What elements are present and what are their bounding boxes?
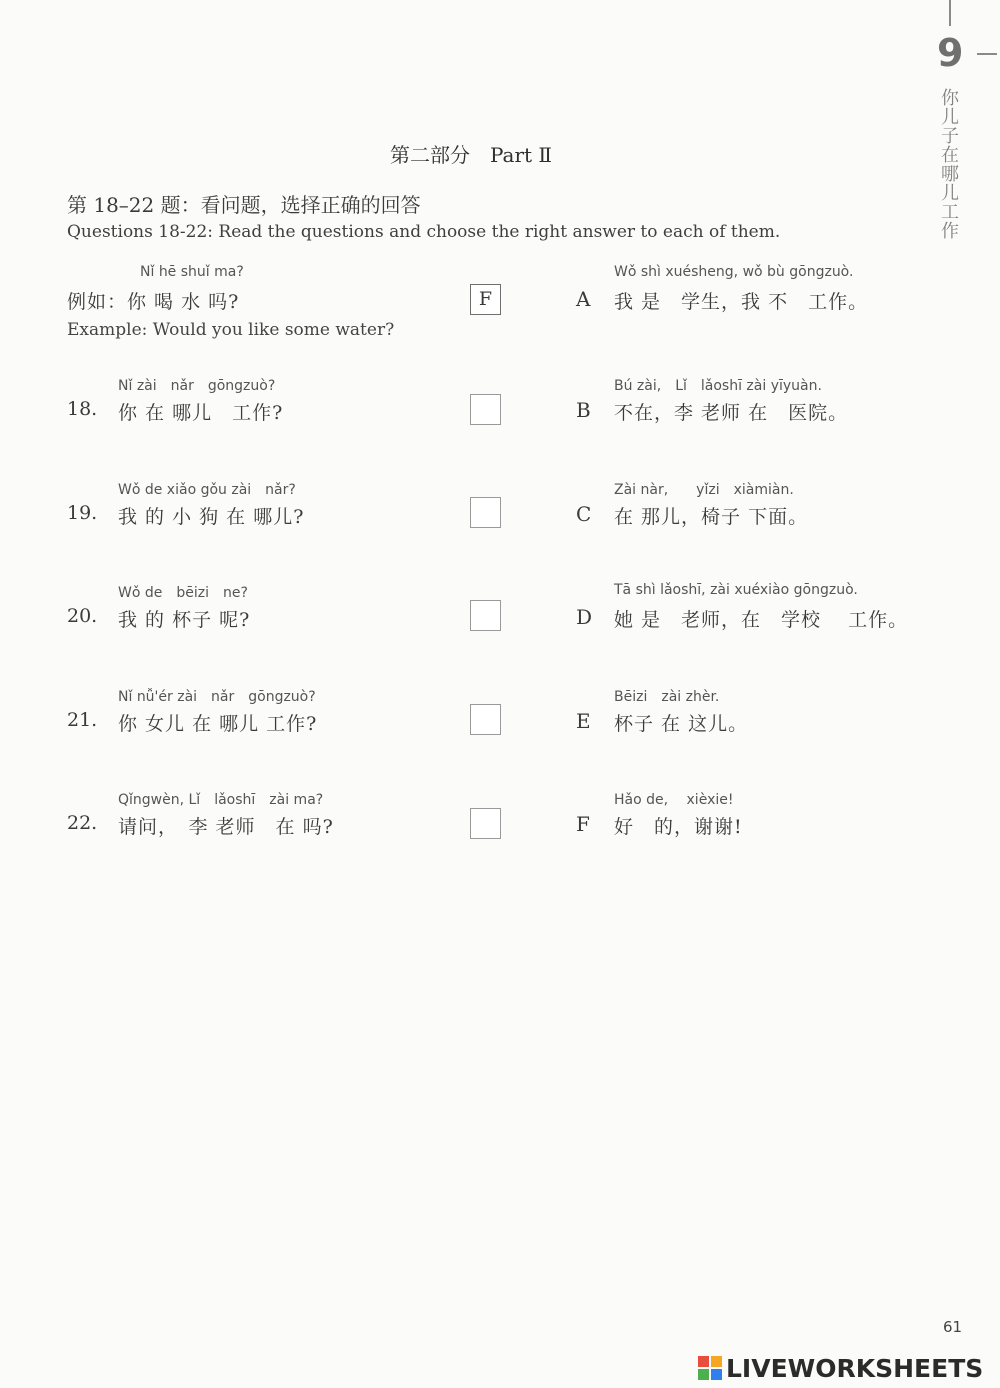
section-instructions: Questions 18-22: Read the questions and choose the right answer to each of them.	[67, 222, 781, 242]
answer-input-19[interactable]	[470, 497, 501, 528]
question-hanzi: 请问， 李 老师 在 吗?	[118, 816, 334, 838]
question-pinyin: Wǒ de xiǎo gǒu zài nǎr?	[118, 482, 296, 498]
logo-square-4	[711, 1369, 722, 1380]
option-hanzi: 在 那儿，椅子 下面。	[614, 506, 809, 528]
question-number: 20.	[67, 605, 98, 627]
logo-square-2	[711, 1356, 722, 1367]
example-english: Example: Would you like some water?	[67, 320, 395, 340]
chapter-number: 9	[937, 31, 964, 75]
option-pinyin: Bēizi zài zhèr.	[614, 689, 720, 705]
answer-input-18[interactable]	[470, 394, 501, 425]
example-answer-box: F	[470, 284, 501, 315]
option-pinyin: Wǒ shì xuésheng, wǒ bù gōngzuò.	[614, 264, 854, 280]
question-pinyin: Nǐ zài nǎr gōngzuò?	[118, 378, 276, 394]
option-hanzi: 我 是 学生，我 不 工作。	[614, 291, 869, 313]
logo-square-3	[698, 1369, 709, 1380]
option-pinyin: Bú zài, Lǐ lǎoshī zài yīyuàn.	[614, 378, 822, 394]
option-letter: F	[576, 812, 590, 836]
side-tab-top-line	[949, 0, 951, 26]
question-number: 18.	[67, 398, 98, 420]
chapter-title: 你儿子在哪儿工作	[941, 88, 959, 242]
question-hanzi: 我 的 杯子 呢?	[118, 609, 251, 631]
option-pinyin: Tā shì lǎoshī, zài xuéxiào gōngzuò.	[614, 582, 858, 598]
page-number: 61	[943, 1318, 963, 1336]
answer-input-21[interactable]	[470, 704, 501, 735]
option-letter: E	[576, 709, 591, 733]
side-tab-dash	[977, 53, 997, 55]
example-pinyin: Nǐ hē shuǐ ma?	[140, 264, 244, 280]
question-number: 19.	[67, 502, 98, 524]
option-hanzi: 杯子 在 这儿。	[614, 713, 749, 735]
question-hanzi: 我 的 小 狗 在 哪儿?	[118, 506, 305, 528]
question-hanzi: 你 在 哪儿 工作?	[118, 402, 284, 424]
part-title: 第二部分 Part Ⅱ	[390, 143, 553, 167]
question-hanzi: 你 女儿 在 哪儿 工作?	[118, 713, 318, 735]
option-letter: C	[576, 502, 592, 526]
option-hanzi: 她 是 老师，在 学校 工作。	[614, 609, 909, 631]
option-pinyin: Zài nàr, yǐzi xiàmiàn.	[614, 482, 794, 498]
option-letter: B	[576, 398, 591, 422]
section-heading: 第 18–22 题：看问题，选择正确的回答	[67, 193, 421, 217]
option-hanzi: 好 的，谢谢!	[614, 816, 743, 838]
option-hanzi: 不在，李 老师 在 医院。	[614, 402, 849, 424]
option-pinyin: Hǎo de, xièxie!	[614, 792, 734, 808]
answer-input-22[interactable]	[470, 808, 501, 839]
liveworksheets-brand[interactable]: LIVEWORKSHEETS	[726, 1354, 984, 1383]
question-number: 22.	[67, 812, 98, 834]
question-pinyin: Qǐngwèn, Lǐ lǎoshī zài ma?	[118, 792, 324, 808]
logo-square-1	[698, 1356, 709, 1367]
question-pinyin: Wǒ de bēizi ne?	[118, 585, 248, 601]
option-letter: D	[576, 605, 593, 629]
example-hanzi: 例如：你 喝 水 吗?	[67, 291, 240, 313]
question-number: 21.	[67, 709, 98, 731]
answer-input-20[interactable]	[470, 600, 501, 631]
option-letter: A	[576, 287, 591, 311]
liveworksheets-logo-icon	[698, 1356, 722, 1380]
question-pinyin: Nǐ nǚ'ér zài nǎr gōngzuò?	[118, 689, 316, 705]
